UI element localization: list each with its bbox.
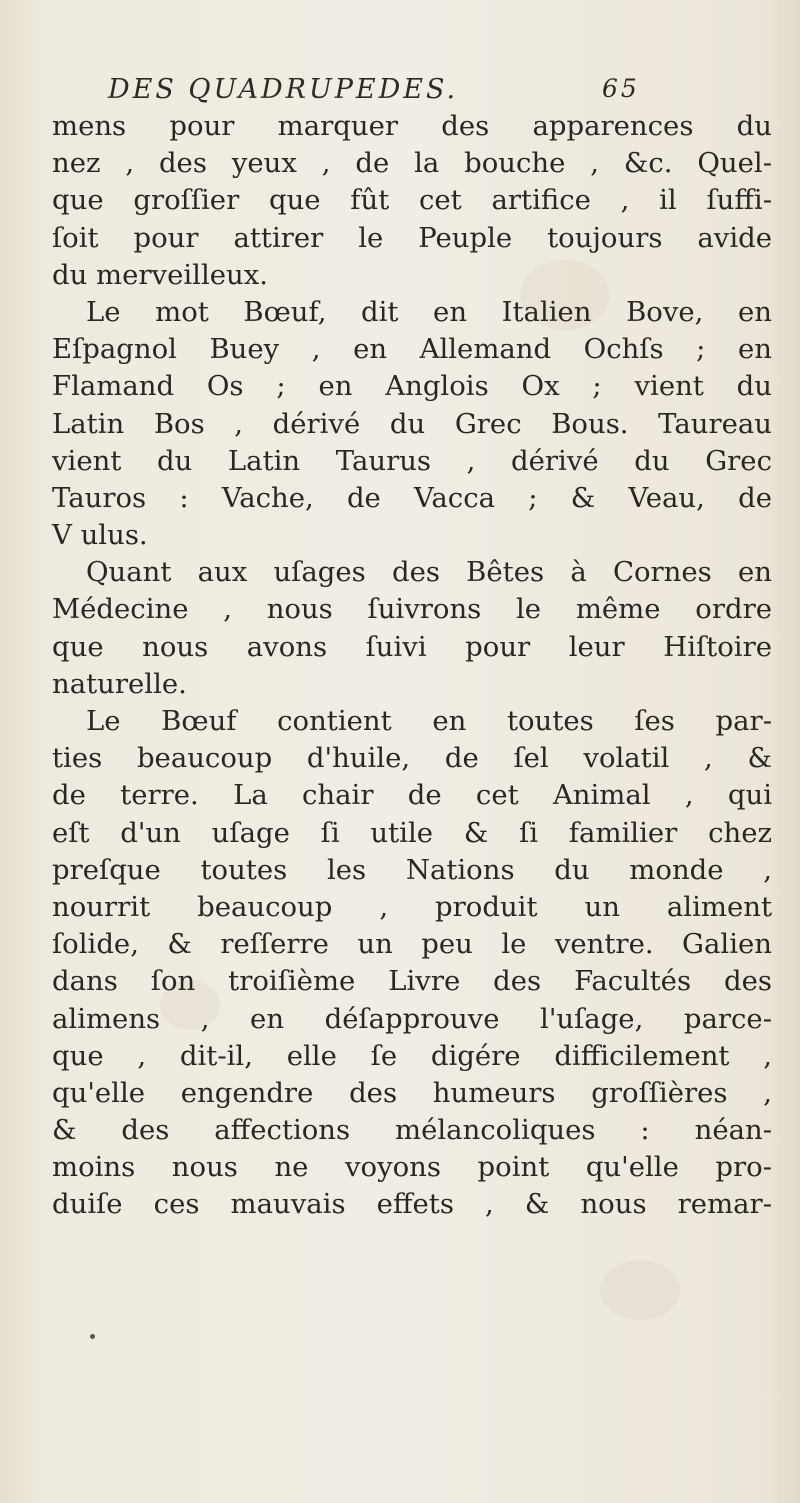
text-line: Le Bœuf contient en toutes ſes par- (86, 705, 772, 737)
text-line: Tauros : Vache, de Vacca ; & Veau, de (52, 481, 772, 514)
paper-stain (600, 1260, 680, 1320)
running-title: DES QUADRUPEDES. (108, 74, 459, 105)
text-line: Latin Bos , dérivé du Grec Bous. Taureau (52, 407, 772, 440)
body-text (52, 108, 772, 1224)
page-number: 65 (602, 74, 640, 103)
text-line: moins nous ne voyons point qu'elle pro- (52, 1151, 772, 1184)
text-line: Le mot Bœuf, dit en Italien Bove, en (86, 295, 772, 328)
text-line: preſque toutes les Nations du monde , (52, 853, 772, 886)
text-line: nourrit beaucoup , produit un aliment (52, 890, 772, 923)
text-line: qu'elle engendre des humeurs groſſières , (52, 1076, 772, 1109)
text-line: Flamand Os ; en Anglois Ox ; vient du (52, 370, 772, 403)
text-line: que groſſier que fût cet artifice , il ſuffi- (52, 184, 772, 217)
text-line: duiſe ces mauvais effets , & nous remar- (52, 1188, 772, 1221)
text-line: mens pour marquer des apparences du (52, 110, 772, 142)
text-line: que nous avons ſuivi pour leur Hiſtoire (52, 630, 772, 663)
text-line: dans ſon troiſième Livre des Facultés des (52, 965, 772, 998)
text-line: & des affections mélancoliques : néan- (52, 1114, 772, 1147)
text-line: ties beaucoup d'huile, de ſel volatil , & (52, 742, 772, 775)
text-line: naturelle. (52, 667, 187, 700)
text-line: V ulus. (52, 519, 148, 552)
ink-speck (90, 1334, 95, 1339)
text-line: vient du Latin Taurus , dérivé du Grec (52, 444, 772, 477)
text-line: Eſpagnol Buey , en Allemand Ochſs ; en (52, 333, 772, 366)
text-line: du merveilleux. (52, 258, 268, 291)
text-line: alimens , en déſapprouve l'uſage, parce- (52, 1002, 772, 1035)
text-line: Médecine , nous ſuivrons le même ordre (52, 593, 772, 626)
text-line: de terre. La chair de cet Animal , qui (52, 779, 772, 812)
text-line: eſt d'un uſage ſi utile & ſi familier chez (52, 816, 772, 849)
text-line: Quant aux uſages des Bêtes à Cornes en (86, 556, 772, 589)
text-line: ſolide, & reſſerre un peu le ventre. Galien (52, 928, 772, 961)
text-line: ſoit pour attirer le Peuple toujours avide (52, 221, 772, 254)
text-line: que , dit-il, elle ſe digére difficilement , (52, 1039, 772, 1072)
text-line: nez , des yeux , de la bouche , &c. Quel- (52, 147, 772, 180)
